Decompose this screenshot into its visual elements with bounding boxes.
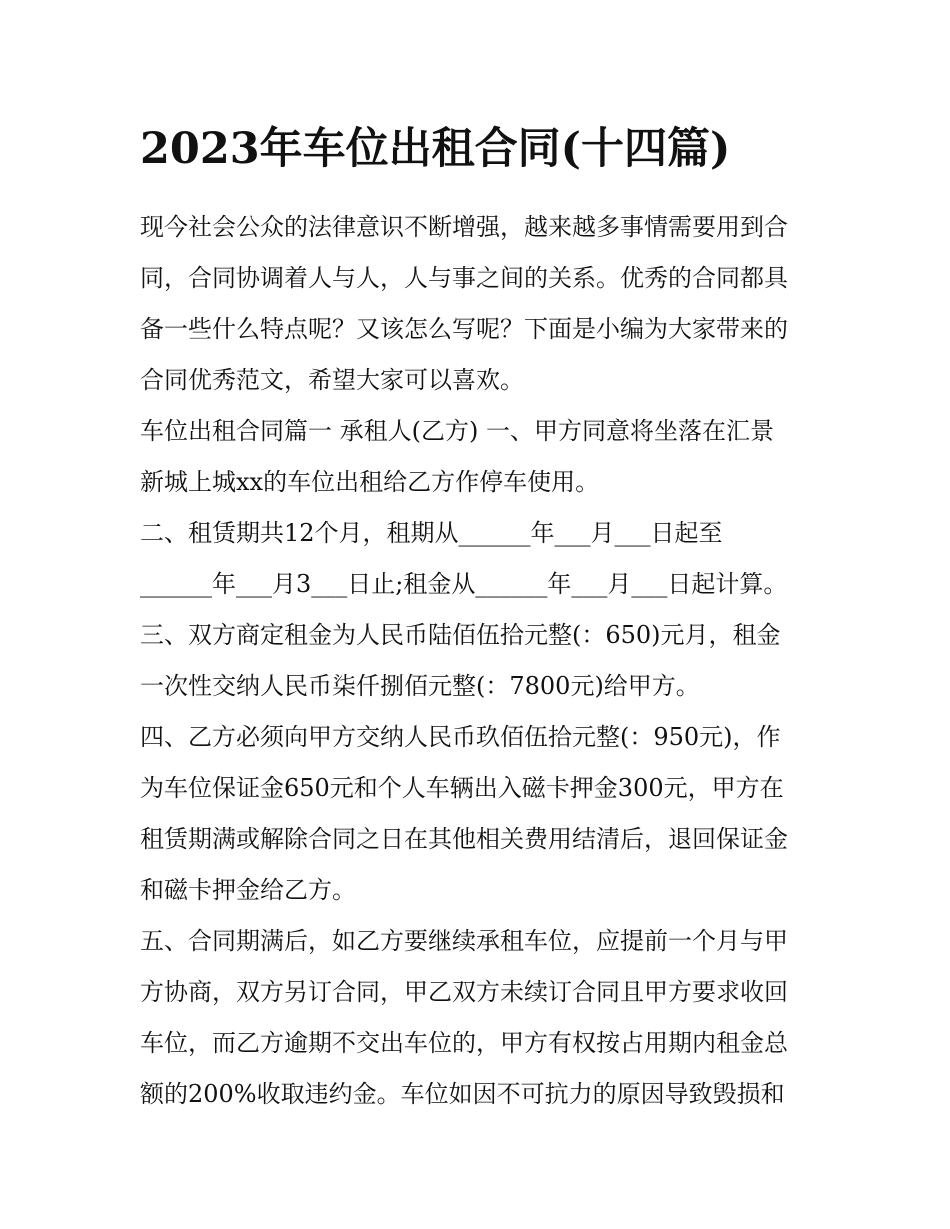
text-line: 合同优秀范文，希望大家可以喜欢。 <box>140 366 524 394</box>
text-line: 为车位保证金650元和个人车辆出入磁卡押金300元，甲方在 <box>140 774 784 802</box>
text-line: 五、合同期满后，如乙方要继续承租车位，应提前一个月与甲 <box>140 927 788 955</box>
text-line: 额的200%收取违约金。车位如因不可抗力的原因导致毁损和 <box>140 1080 785 1108</box>
text-line: 和磁卡押金给乙方。 <box>140 876 356 904</box>
document-title: 2023年车位出租合同(十四篇) <box>140 124 731 174</box>
text-line: 车位出租合同篇一 承租人(乙方) 一、甲方同意将坐落在汇景 <box>140 417 774 445</box>
paragraph-intro <box>140 202 820 406</box>
text-line: ______年___月3___日止;租金从______年___月___日起计算。 <box>140 570 788 598</box>
paragraph-clause-1 <box>140 406 820 508</box>
paragraph-clause-4 <box>140 712 820 916</box>
text-line: 二、租赁期共12个月，租期从______年___月___日起至 <box>140 519 723 547</box>
text-line: 一次性交纳人民币柒仟捌佰元整(：7800元)给甲方。 <box>140 672 700 700</box>
text-line: 备一些什么特点呢？又该怎么写呢？下面是小编为大家带来的 <box>140 315 788 343</box>
text-line: 现今社会公众的法律意识不断增强，越来越多事情需要用到合 <box>140 213 788 241</box>
text-line: 租赁期满或解除合同之日在其他相关费用结清后，退回保证金 <box>140 825 788 853</box>
document-page <box>140 118 820 1120</box>
paragraph-clause-5 <box>140 916 820 1120</box>
text-line: 同，合同协调着人与人，人与事之间的关系。优秀的合同都具 <box>140 264 788 292</box>
text-line: 车位，而乙方逾期不交出车位的，甲方有权按占用期内租金总 <box>140 1029 788 1057</box>
paragraph-clause-2 <box>140 508 820 610</box>
paragraph-clause-3 <box>140 610 820 712</box>
text-line: 四、乙方必须向甲方交纳人民币玖佰伍拾元整(：950元)，作 <box>140 723 781 751</box>
text-line: 三、双方商定租金为人民币陆佰伍拾元整(：650)元月，租金 <box>140 621 781 649</box>
text-line: 新城上城xx的车位出租给乙方作停车使用。 <box>140 468 600 496</box>
text-line: 方协商，双方另订合同，甲乙双方未续订合同且甲方要求收回 <box>140 978 788 1006</box>
